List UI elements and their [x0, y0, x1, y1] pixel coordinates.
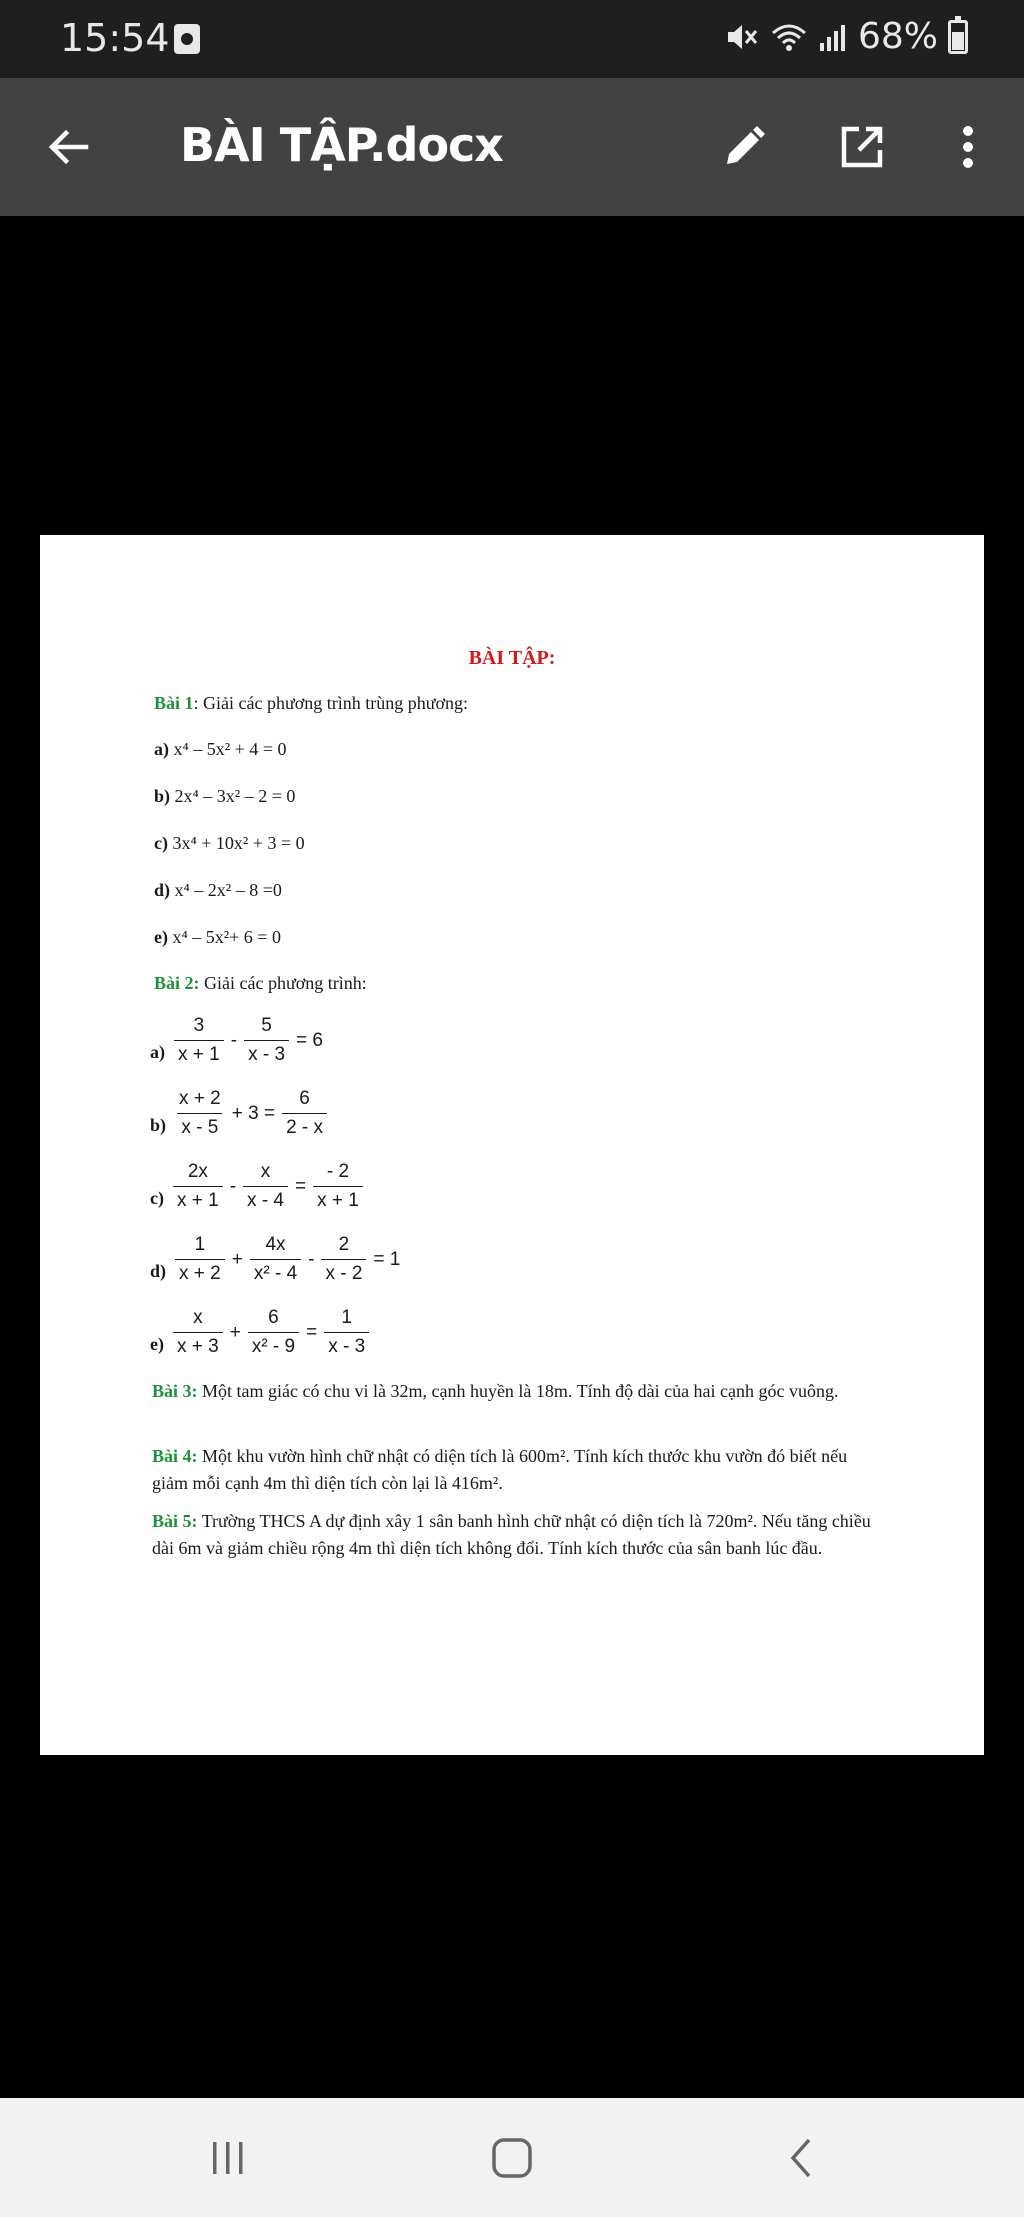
home-icon: [490, 2136, 534, 2180]
document-viewer[interactable]: [0, 216, 1024, 2098]
denominator: 2 - x: [282, 1113, 327, 1139]
home-button[interactable]: [472, 2128, 552, 2188]
app-bar: [0, 78, 1024, 216]
operator: =: [295, 1175, 307, 1197]
denominator: x - 5: [177, 1113, 222, 1139]
item-text: x⁴ – 5x² + 4 = 0: [169, 739, 287, 759]
numerator: 2x: [187, 1161, 208, 1182]
bai4-paragraph: [152, 1443, 882, 1497]
item-label: e): [150, 1334, 164, 1354]
item-text: 3x⁴ + 10x² + 3 = 0: [167, 833, 305, 853]
bai1-heading: [154, 693, 468, 714]
bai2-item-d: [150, 1234, 404, 1285]
denominator: x - 4: [243, 1186, 288, 1212]
open-external-icon: [839, 124, 885, 170]
bai1-text: : Giải các phương trình trùng phương:: [193, 693, 469, 713]
fraction: [282, 1088, 327, 1139]
item-label: c): [150, 1188, 164, 1208]
screen-record-icon: [174, 24, 200, 54]
more-vert-icon: [961, 125, 975, 169]
item-label: a): [154, 739, 169, 759]
numerator: 5: [261, 1015, 272, 1036]
denominator: x - 2: [321, 1259, 366, 1285]
recents-button[interactable]: [188, 2128, 268, 2188]
bai1-item-a: [154, 739, 286, 760]
fraction: [244, 1015, 289, 1066]
bai2-item-c: [150, 1161, 366, 1212]
denominator: x + 3: [173, 1332, 223, 1358]
denominator: x + 2: [175, 1259, 225, 1285]
numerator: x + 2: [179, 1088, 221, 1109]
bai3-text: Một tam giác có chu vi là 32m, cạnh huyền là 18m. Tính độ dài của hai cạnh góc vuông.: [197, 1381, 839, 1401]
denominator: x + 1: [173, 1186, 223, 1212]
operator: = 1: [373, 1248, 401, 1270]
denominator: x² - 4: [250, 1259, 301, 1285]
denominator: x - 3: [244, 1040, 289, 1066]
mute-icon: [724, 21, 760, 53]
item-label: b): [154, 786, 171, 806]
open-in-button[interactable]: [830, 115, 894, 179]
bai5-paragraph: [152, 1508, 882, 1562]
denominator: x - 3: [324, 1332, 369, 1358]
operator: +: [231, 1248, 243, 1270]
bai4-text: Một khu vườn hình chữ nhật có diện tích là 600m². Tính kích thước khu vườn đó biết nếu giảm mỗi cạnh 4m thì diện tích còn lại là 416m².: [152, 1446, 848, 1493]
battery-percent: 68%: [857, 16, 938, 57]
operator: + 3 =: [231, 1102, 276, 1124]
bai2-item-b: [150, 1088, 330, 1139]
operator: -: [229, 1175, 237, 1197]
operator: -: [308, 1248, 315, 1270]
numerator: 6: [299, 1088, 310, 1109]
fraction: [173, 1161, 223, 1212]
recents-icon: [208, 2140, 248, 2176]
nav-back-button[interactable]: [760, 2128, 840, 2188]
arrow-back-icon: [46, 125, 90, 169]
bai1-item-c: [154, 833, 305, 854]
bai2-heading: [154, 973, 367, 994]
edit-button[interactable]: [712, 115, 776, 179]
numerator: 4x: [265, 1234, 286, 1255]
item-text: x⁴ – 2x² – 8 =0: [170, 880, 282, 900]
document-title: BÀI TẬP.docx: [180, 118, 503, 172]
signal-icon: [818, 21, 848, 53]
bai3-paragraph: [152, 1378, 882, 1405]
item-label: a): [150, 1042, 165, 1062]
status-time: 15:54: [60, 16, 170, 60]
fraction: [313, 1161, 363, 1212]
bai3-label: Bài 3:: [152, 1381, 198, 1401]
more-options-button[interactable]: [936, 115, 1000, 179]
fraction: [250, 1234, 301, 1285]
numerator: 6: [268, 1307, 279, 1328]
fraction: [324, 1307, 369, 1358]
status-icons: [724, 16, 968, 57]
bai2-item-a: [150, 1015, 327, 1066]
bai2-item-e: [150, 1307, 372, 1358]
status-bar: [0, 0, 1024, 78]
bai4-label: Bài 4:: [152, 1446, 198, 1466]
fraction: [175, 1088, 225, 1139]
item-label: c): [154, 833, 168, 853]
bai1-item-b: [154, 786, 295, 807]
fraction: [175, 1234, 225, 1285]
bai5-text: Trường THCS A dự định xây 1 sân banh hình chữ nhật có diện tích là 720m². Nếu tăng chiều dài 6m và giảm chiều rộng 4m thì diện tích không đổi. Tính kích thước của sân banh lúc đầu.: [152, 1511, 871, 1558]
pencil-icon: [721, 124, 767, 170]
numerator: 1: [341, 1307, 352, 1328]
bai1-label: Bài 1: [154, 693, 194, 713]
fraction: [173, 1307, 223, 1358]
bai1-item-e: [154, 927, 281, 948]
back-button[interactable]: [36, 115, 100, 179]
battery-icon: [948, 20, 968, 54]
item-label: b): [150, 1115, 167, 1135]
denominator: x² - 9: [248, 1332, 299, 1358]
numerator: - 2: [326, 1161, 350, 1182]
item-text: x⁴ – 5x²+ 6 = 0: [167, 927, 281, 947]
operator: +: [229, 1321, 241, 1343]
system-nav-bar: [0, 2098, 1024, 2217]
nav-back-icon: [785, 2136, 815, 2180]
fraction: [248, 1307, 299, 1358]
bai2-text: Giải các phương trình:: [199, 973, 367, 993]
numerator: 2: [338, 1234, 350, 1255]
operator: =: [306, 1321, 318, 1343]
item-text: 2x⁴ – 3x² – 2 = 0: [170, 786, 296, 806]
numerator: x: [193, 1307, 203, 1328]
operator: = 6: [296, 1029, 323, 1051]
operator: -: [230, 1029, 238, 1051]
document-page: [40, 535, 984, 1755]
item-label: d): [150, 1261, 167, 1281]
bai5-label: Bài 5:: [152, 1511, 198, 1531]
bai1-item-d: [154, 880, 282, 901]
numerator: 3: [193, 1015, 205, 1036]
wifi-icon: [770, 21, 808, 53]
fraction: [243, 1161, 288, 1212]
numerator: x: [260, 1161, 271, 1182]
item-label: d): [154, 880, 171, 900]
page-heading: BÀI TẬP:: [468, 647, 556, 669]
fraction: [321, 1234, 366, 1285]
fraction: [174, 1015, 224, 1066]
numerator: 1: [194, 1234, 206, 1255]
denominator: x + 1: [174, 1040, 224, 1066]
denominator: x + 1: [313, 1186, 363, 1212]
bai2-label: Bài 2:: [154, 973, 200, 993]
item-label: e): [154, 927, 168, 947]
